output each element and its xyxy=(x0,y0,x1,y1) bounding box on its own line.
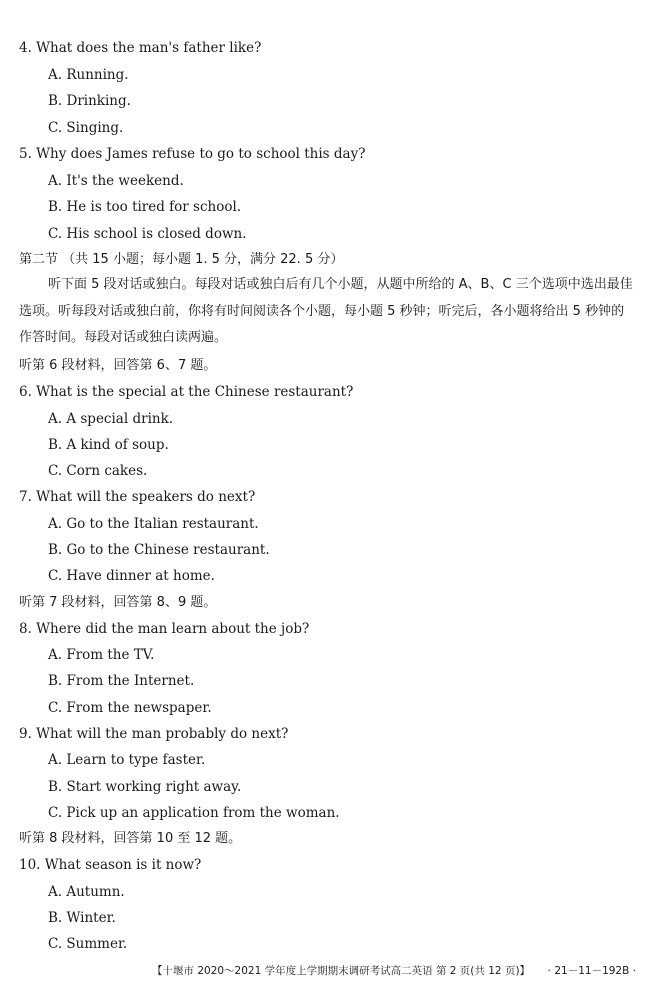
section-instructions: 听下面 5 段对话或独白。每段对话或独白后有几个小题，从题中所给的 A、B、C 三个选项中选出最佳选项。听每段对话或独白前，你将有时间阅读各个小题，每小题 5 秒钟；听完后，各小题将给出 5 秒钟的作答时间。每段对话或独白读两遍。 xyxy=(19,277,633,345)
question-4-option-a: A. Running. xyxy=(48,67,129,83)
question-7-option-a: A. Go to the Italian restaurant. xyxy=(48,516,259,532)
question-8-stem: 8. Where did the man learn about the job? xyxy=(19,621,310,637)
group-6-header: 听第 6 段材料，回答第 6、7 题。 xyxy=(19,358,217,373)
question-10-option-c: C. Summer. xyxy=(48,936,128,952)
group-8-header: 听第 8 段材料，回答第 10 至 12 题。 xyxy=(19,831,242,846)
question-5-option-c: C. His school is closed down. xyxy=(48,226,247,242)
question-10-option-a: A. Autumn. xyxy=(48,884,125,900)
question-7-option-c: C. Have dinner at home. xyxy=(48,568,215,584)
footer-exam-info: 【十堰市 2020～2021 学年度上学期期末调研考试高二英语 第 2 页(共 12 页)】 xyxy=(152,965,531,977)
question-10-stem: 10. What season is it now? xyxy=(19,857,202,873)
page-footer xyxy=(0,963,652,981)
question-9-option-c: C. Pick up an application from the woman. xyxy=(48,805,340,821)
question-4-option-b: B. Drinking. xyxy=(48,93,131,109)
question-6-stem: 6. What is the special at the Chinese restaurant? xyxy=(19,384,354,400)
question-4-stem: 4. What does the man's father like? xyxy=(19,40,262,56)
question-5-stem: 5. Why does James refuse to go to school this day? xyxy=(19,146,366,162)
question-6-option-a: A. A special drink. xyxy=(48,411,174,427)
question-8-option-b: B. From the Internet. xyxy=(48,673,195,689)
question-9-option-b: B. Start working right away. xyxy=(48,779,242,795)
question-9-stem: 9. What will the man probably do next? xyxy=(19,726,289,742)
question-6-option-c: C. Corn cakes. xyxy=(48,463,148,479)
section-heading: 第二节 （共 15 小题；每小题 1. 5 分，满分 22. 5 分） xyxy=(19,252,344,267)
question-4-option-c: C. Singing. xyxy=(48,120,124,136)
group-7-header: 听第 7 段材料，回答第 8、9 题。 xyxy=(19,595,217,610)
question-7-stem: 7. What will the speakers do next? xyxy=(19,489,256,505)
question-8-option-a: A. From the TV. xyxy=(48,647,155,663)
question-8-option-c: C. From the newspaper. xyxy=(48,700,212,716)
question-7-option-b: B. Go to the Chinese restaurant. xyxy=(48,542,270,558)
question-6-option-b: B. A kind of soup. xyxy=(48,437,169,453)
question-5-option-a: A. It's the weekend. xyxy=(48,173,184,189)
question-5-option-b: B. He is too tired for school. xyxy=(48,199,242,215)
question-9-option-a: A. Learn to type faster. xyxy=(48,752,206,768)
footer-code: · 21－11－192B · xyxy=(547,965,636,977)
question-10-option-b: B. Winter. xyxy=(48,910,116,926)
